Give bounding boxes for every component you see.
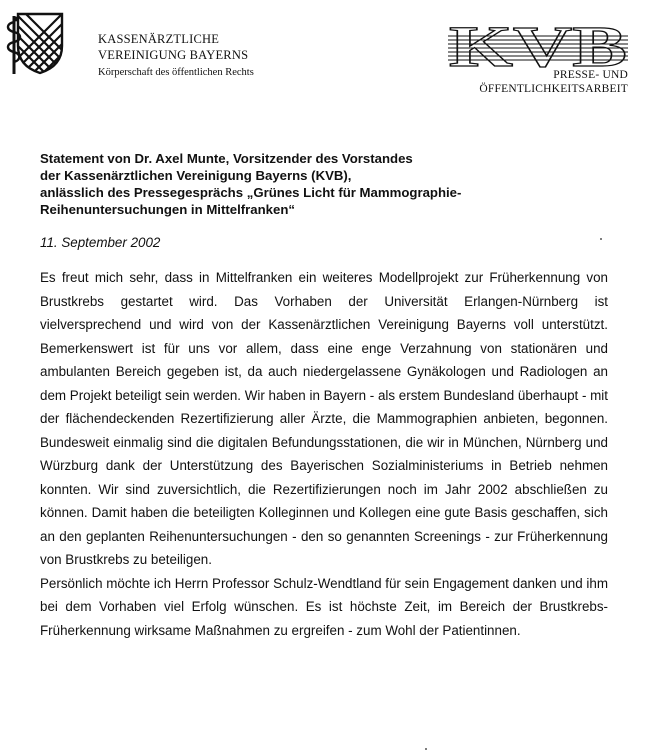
title-line4: Reihenuntersuchungen in Mittelfranken“: [40, 202, 295, 217]
kvb-shield-logo: [6, 10, 66, 76]
title-line1: Statement von Dr. Axel Munte, Vorsitzender des Vorstandes: [40, 151, 413, 166]
kvb-wordmark-text: KVB: [449, 24, 627, 70]
organization-subtitle: Körperschaft des öffentlichen Rechts: [98, 67, 254, 78]
statement-body: [40, 266, 608, 642]
kvb-wordmark-logo: [448, 24, 628, 70]
statement-date: 11. September 2002: [40, 235, 161, 250]
scan-speck: [600, 238, 602, 240]
organization-block: [98, 31, 254, 81]
organization-name-line2: VEREINIGUNG BAYERNS: [98, 48, 249, 62]
body-paragraph-1: Es freut mich sehr, dass in Mittelfranken ein weiteres Modellprojekt zur Früherkennung von Brustkrebs gestartet wird. Das Vorhaben der Universität Erlangen-Nürnberg ist vielversprechend und wird von der Kassenärztlichen Vereinigung Bayerns voll unterstützt. Bemerkenswert ist für uns vor allem, dass eine enge Verzahnung von stationären und ambulanten Bereich gegeben ist, da auch niedergelassene Gynäkologen und Radiologen an dem Projekt beteiligt sein werden. Wir haben in Bayern - als erstem Bundesland überhaupt - mit der flächendeckenden Rezertifizierung aller Ärzte, die Mammographien anbieten, begonnen. Bundesweit einmalig sind die digitalen Befundungsstationen, die wir in München, Nürnberg und Würzburg dank der Unterstützung des Bayerischen Sozialministeriums in Betrieb nehmen konnten. Wir sind zuversichtlich, die Rezertifizierungen noch im Jahr 2002 abschließen zu können. Damit haben die beteiligten Kolleginnen und Kollegen eine gute Basis geschaffen, sich an den geplanten Reihenuntersuchungen - den so genannten Screenings - zur Früherkennung von Brustkrebs zu beteiligen.: [40, 270, 608, 567]
department-line1: PRESSE- UND: [553, 69, 628, 81]
scan-speck: [425, 748, 427, 750]
title-line3: anlässlich des Pressegesprächs „Grünes Licht für Mammographie-: [40, 185, 462, 200]
department-line2: ÖFFENTLICHKEITSARBEIT: [479, 83, 628, 95]
title-line2: der Kassenärztlichen Vereinigung Bayerns (KVB),: [40, 168, 352, 183]
department-block: [440, 68, 628, 96]
statement-title: [40, 150, 630, 218]
body-paragraph-2: Persönlich möchte ich Herrn Professor Schulz-Wendtland für sein Engagement danken und ihm bei dem Vorhaben viel Erfolg wünschen. Es ist höchste Zeit, im Bereich der Brustkrebs-Früherkennung wirksame Maßnahmen zu ergreifen - zum Wohl der Patientinnen.: [40, 575, 608, 638]
organization-name-line1: KASSENÄRZTLICHE: [98, 32, 220, 46]
